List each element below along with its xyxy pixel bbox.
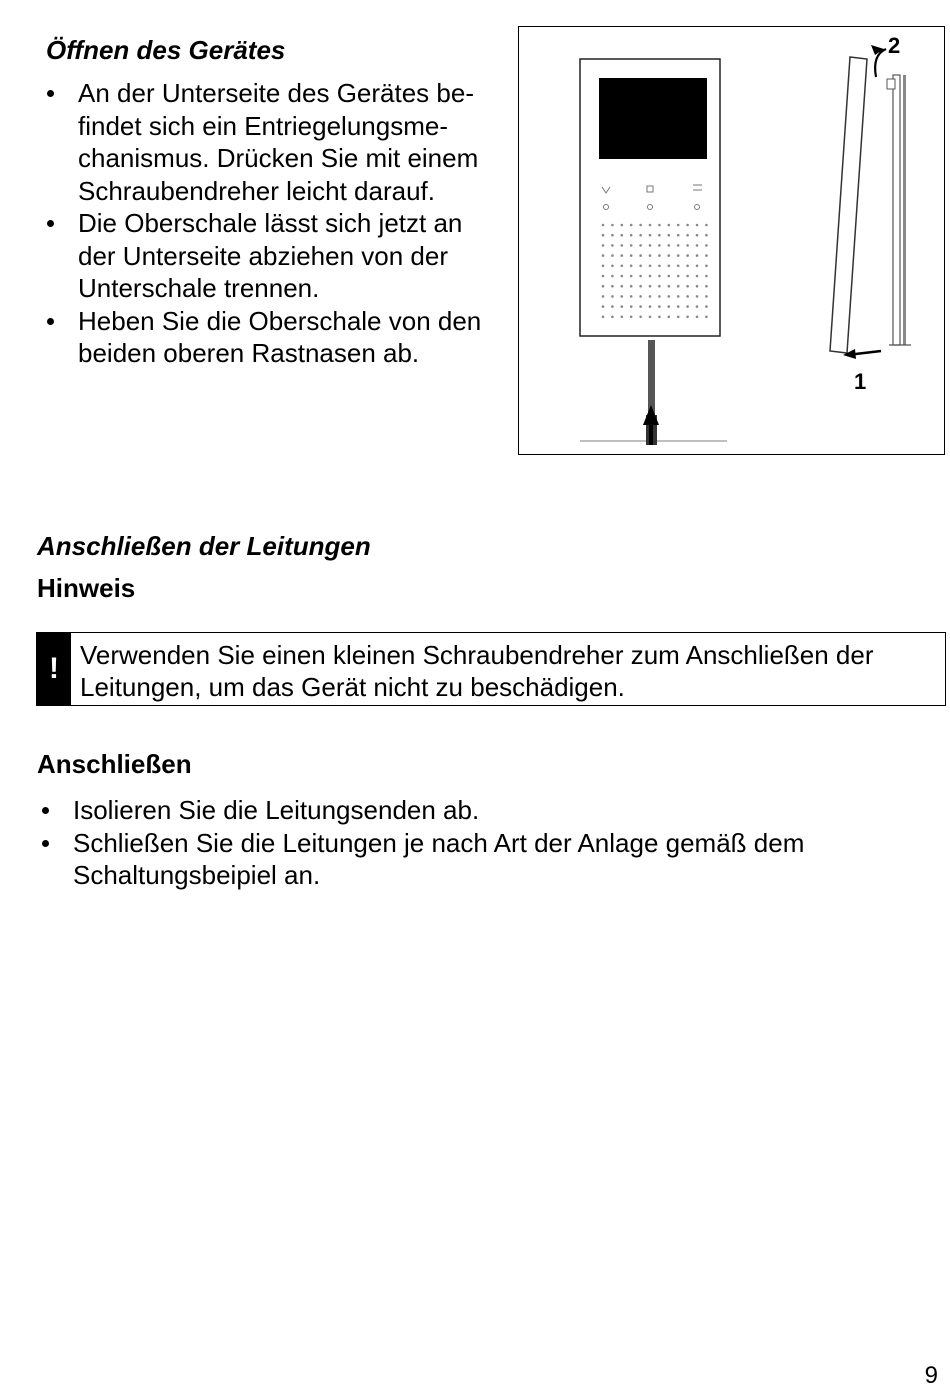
exclamation-icon: ! <box>37 633 71 705</box>
text-line: Schraubendreher leicht darauf. <box>78 175 436 206</box>
warning-note <box>36 632 946 706</box>
text-line: Verwenden Sie einen kleinen Schraubendreher zum Anschließen der <box>80 640 874 670</box>
upper-shell-side <box>830 57 867 353</box>
text-line: Schaltungsbeipiel an. <box>73 860 321 890</box>
warning-text <box>80 639 937 703</box>
device-illustration <box>519 27 946 456</box>
lower-shell-side <box>893 75 900 345</box>
latch <box>887 79 895 89</box>
open-steps-list <box>40 77 510 370</box>
note-heading: Hinweis <box>37 573 136 603</box>
text-line: Isolieren Sie die Leitungsenden ab. <box>73 795 480 825</box>
list-item <box>40 77 510 207</box>
screwdriver-shaft <box>648 340 655 415</box>
list-item <box>35 794 935 827</box>
device-opening-figure <box>518 26 945 455</box>
text-line: Heben Sie die Oberschale von den <box>78 305 482 336</box>
page-number: 9 <box>924 1362 938 1389</box>
connect-steps-list <box>35 794 935 892</box>
list-item <box>40 305 510 370</box>
text-line: Die Oberschale lässt sich jetzt an <box>78 208 463 238</box>
section-heading-connect: Anschließen der Leitungen <box>37 531 371 561</box>
text-line: chanismus. Drücken Sie mit einem <box>78 143 479 173</box>
section-heading-open: Öffnen des Gerätes <box>46 35 286 65</box>
list-item <box>35 827 935 892</box>
text-line: findet sich ein Entriegelungsme- <box>78 110 448 141</box>
list-item <box>40 207 510 305</box>
text-line: Unterschale trennen. <box>78 273 320 303</box>
device-display <box>599 78 707 159</box>
text-line: An der Unterseite des Gerätes be- <box>78 78 474 108</box>
sub-heading-connect: Anschließen <box>37 749 192 779</box>
text-line: Schließen Sie die Leitungen je nach Art der Anlage gemäß dem <box>73 827 805 858</box>
step-label-2: 2 <box>888 33 901 58</box>
wall-line <box>903 75 906 345</box>
text-line: beiden oberen Rastnasen ab. <box>78 338 420 368</box>
text-line: Leitungen, um das Gerät nicht zu beschädigen. <box>80 672 625 702</box>
step-label-1: 1 <box>854 369 867 394</box>
text-line: der Unterseite abziehen von der <box>78 240 449 271</box>
